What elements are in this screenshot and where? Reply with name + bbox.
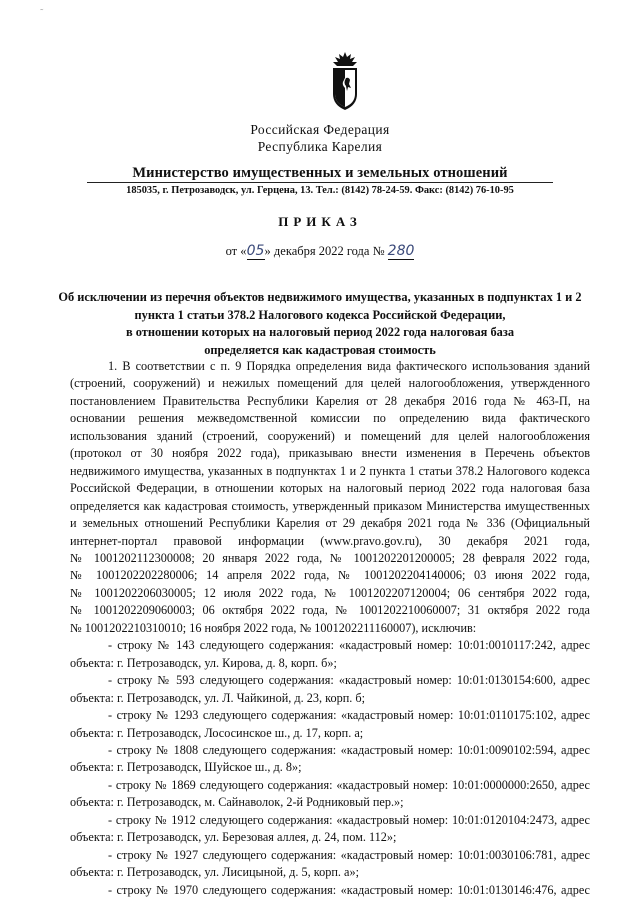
exclusion-item-line: - строку № 1927 следующего содержания: «кадастровый номер: 10:01:0030106:781, адрес — [108, 847, 590, 862]
ministry-name: Министерство имущественных и земельных отношений — [132, 165, 508, 181]
heading-line: определяется как кадастровая стоимость — [204, 342, 436, 357]
exclusion-item-line: объекта: г. Петрозаводск, м. Сайнаволок, 2-й Родниковый пер.»; — [70, 795, 404, 810]
body-line: основании решения межведомственной комиссии по определению вида фактического — [70, 411, 590, 426]
date-middle: » декабря 2022 года № — [264, 244, 385, 258]
order-heading — [0, 289, 640, 359]
body-line: использования зданий (строений, сооружений) и помещений для целей налогообложения — [70, 428, 590, 443]
exclusion-item-line: - строку № 1808 следующего содержания: «кадастровый номер: 10:01:0090102:594, адрес — [108, 742, 590, 757]
order-number: 280 — [387, 243, 415, 259]
exclusion-item-line: - строку № 1912 следующего содержания: «кадастровый номер: 10:01:0120104:2473, адрес — [108, 812, 590, 827]
heading-line: Об исключении из перечня объектов недвижимого имущества, указанных в подпунктах 1 и 2 — [58, 290, 582, 304]
body-line: и земельных отношений Республики Карелия от 29 декабря 2021 года № 336 (Официальный — [70, 516, 590, 531]
body-line: недвижимого имущества, указанных в подпунктах 1 и 2 пункта 1 статьи 378.2 Налогового кодекса — [70, 463, 590, 478]
exclusion-item-line: объекта: г. Петрозаводск, ул. Л. Чайкиной, д. 23, корп. б; — [70, 690, 366, 705]
body-line: определяется как кадастровая стоимость, утвержденный приказом Министерства имущественных — [70, 498, 590, 513]
exclusion-item-line: объекта: г. Петрозаводск, Лососинское ш., д. 17, корп. а; — [70, 725, 364, 740]
body-line: № 1001202202280006; 14 апреля 2022 года, № 1001202204140006; 03 июня 2022 года, — [70, 568, 590, 583]
heading-line: пункта 1 статьи 378.2 Налогового кодекса Российской Федерации, — [134, 307, 506, 322]
exclusion-item-line: объекта: г. Петрозаводск, ул. Лисицыной, д. 5, корп. а»; — [70, 865, 359, 880]
republic-name: Республика Карелия — [257, 139, 383, 154]
body-line: постановлением Правительства Республики Карелия от 28 декабря 2016 года № 463-П, на — [70, 393, 590, 408]
body-line: 1. В соответствии с п. 9 Порядка определения вида фактического использования зданий — [108, 359, 590, 373]
exclusion-item-line: объекта: г. Петрозаводск, Шуйское ш., д. 8»; — [70, 760, 302, 775]
exclusion-item-line: - строку № 1869 следующего содержания: «кадастровый номер: 10:01:0000000:2650, адрес — [108, 777, 590, 792]
corner-mark: ˜ — [40, 8, 44, 19]
exclusion-item-line: объекта: г. Петрозаводск, ул. Березовая аллея, д. 24, пом. 112»; — [70, 830, 397, 845]
country-name: Российская Федерация — [250, 122, 390, 137]
karelia-coat-of-arms-icon — [327, 50, 363, 112]
body-line: (протокол от 30 ноября 2022 года), приказываю внести изменения в Перечень объектов — [70, 446, 590, 461]
order-day: 05 — [246, 243, 265, 259]
header-divider — [87, 182, 553, 183]
body-line: № 1001202112300008; 20 января 2022 года, № 1001202201200005; 28 февраля 2022 года, — [70, 550, 590, 565]
exclusion-item-line: - строку № 1970 следующего содержания: «кадастровый номер: 10:01:0130146:476, адрес — [108, 882, 590, 897]
heading-line: в отношении которых на налоговый период 2022 года налоговая база — [125, 325, 515, 339]
date-prefix: от « — [225, 244, 247, 258]
body-line: № 1001202209060003; 06 октября 2022 года, № 1001202210060007; 31 октября 2022 года — [70, 603, 590, 618]
body-line: № 1001202210310010; 16 ноября 2022 года, № 1001202211160007), исключив: — [70, 620, 477, 635]
order-date-line — [0, 243, 640, 260]
body-line: (строений, сооружений) и нежилых помещений для целей налогообложения, утвержденного — [70, 376, 590, 391]
exclusion-item-line: объекта: г. Петрозаводск, ул. Кирова, д. 8, корп. б»; — [70, 655, 337, 670]
exclusion-item-line: - строку № 143 следующего содержания: «кадастровый номер: 10:01:0010117:242, адрес — [108, 638, 590, 653]
exclusion-item-line: - строку № 593 следующего содержания: «кадастровый номер: 10:01:0130154:600, адрес — [108, 673, 590, 688]
order-body — [70, 358, 590, 899]
body-line: интернет-портал правовой информации (www.pravo.gov.ru), 30 декабря 2021 года, — [70, 533, 590, 548]
body-line: № 1001202206030005; 12 июля 2022 года, № 1001202207120004; 06 сентября 2022 года, — [70, 585, 590, 600]
document-title: ПРИКАЗ — [278, 214, 362, 229]
body-line: Российской Федерации, в отношении которых на налоговый период 2022 года налоговая база — [70, 481, 590, 496]
ministry-address: 185035, г. Петрозаводск, ул. Герцена, 13. Тел.: (8142) 78-24-59. Факс: (8142) 76-10-95 — [126, 185, 514, 196]
exclusion-item-line: - строку № 1293 следующего содержания: «кадастровый номер: 10:01:0110175:102, адрес — [108, 708, 590, 723]
